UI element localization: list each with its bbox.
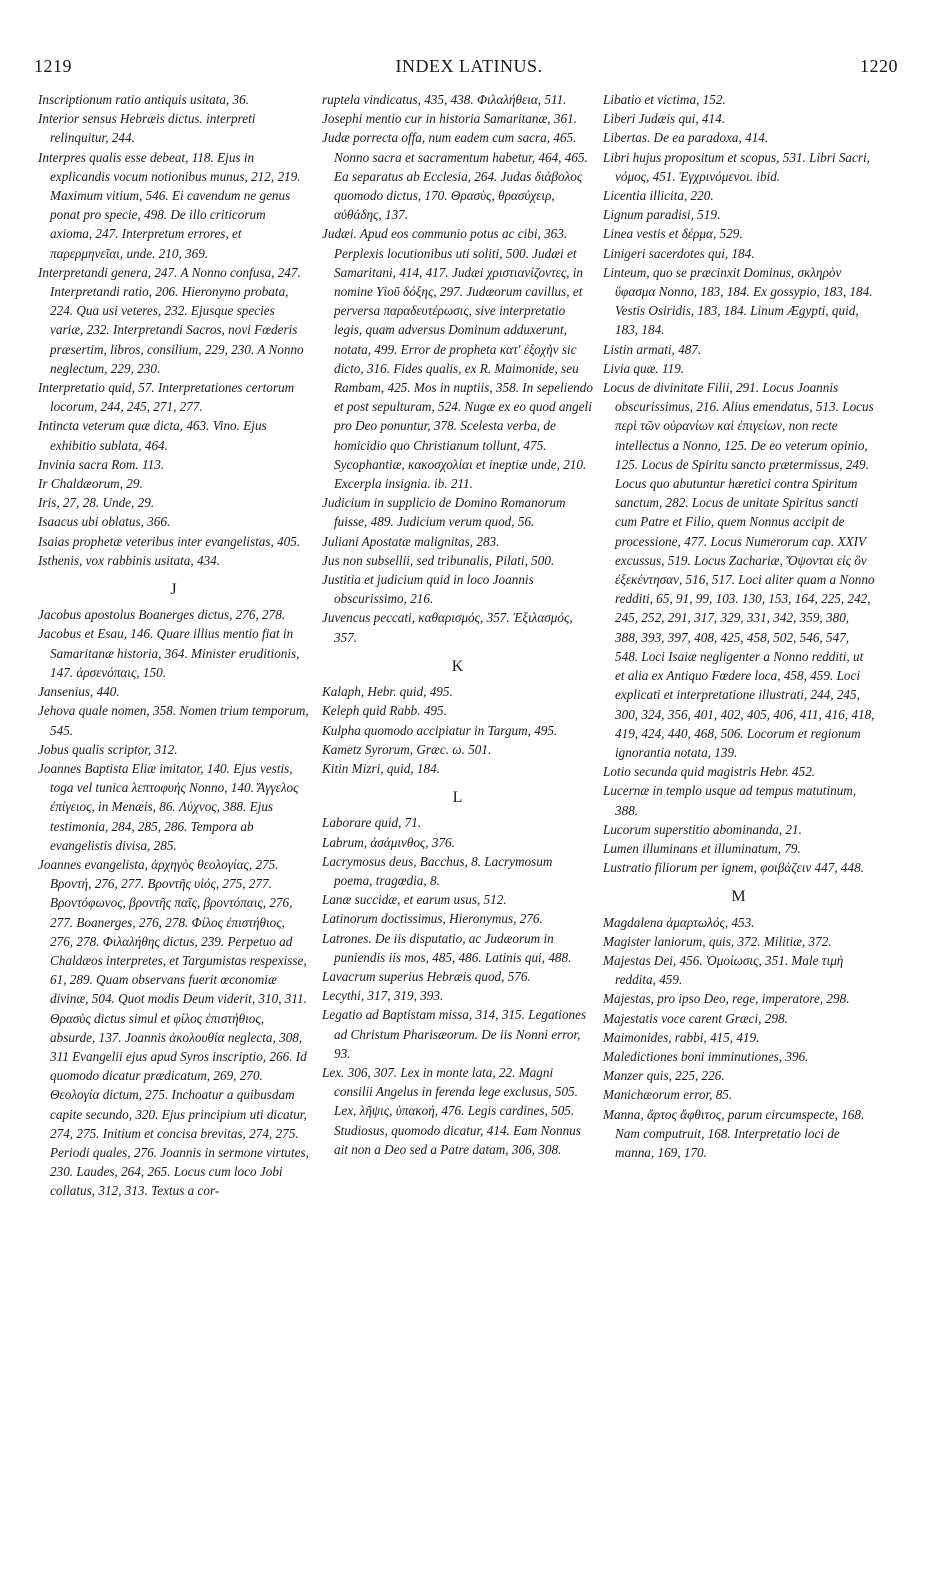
index-entry: Kametz Syrorum, Græc. ω. 501. (322, 741, 492, 757)
index-entry: Libertas. De ea paradoxa, 414. (603, 130, 769, 146)
index-entry: Lacrymosus deus, Bacchus, 8. Lacrymosum poema, tragœdia, 8. (322, 853, 553, 888)
index-entry: Jehova quale nomen, 358. Nomen trium temporum, 545. (38, 703, 309, 738)
index-entry: Majestas Dei, 456. Ὁμοίωσις, 351. Male τιμὴ reddita, 459. (603, 952, 844, 988)
index-entry: Libri hujus propositum et scopus, 531. Libri Sacri, νόμος, 451. Ἐγχρινόμενοι. ibid. (603, 149, 870, 184)
index-entry: Juvencus peccati, καθαρισμός, 357. Ἐξιλασμός, 357. (322, 610, 573, 645)
index-entry: Libatio et victima, 152. (603, 92, 726, 107)
index-entry: Interpretatio quid, 57. Interpretationes certorum locorum, 244, 245, 271, 277. (38, 380, 295, 415)
index-entry: Isthenis, vox rabbinis usitata, 434. (38, 552, 221, 568)
index-entry: Legatio ad Baptistam missa, 314, 315. Legationes ad Christum Pharisæorum. De iis Nonni error, 93. (322, 1007, 587, 1061)
index-entry: Judæ porrecta offa, num eadem cum sacra, 465. Nonno sacra et sacramentum habetur, 464, 465. Ea separatus ab Ecclesia, 264. Judas διάβολος quomodo dictus, 170. Θρασὺς, θρασύχειρ, αὐθάδης, 137. (322, 130, 588, 223)
index-entry: Manzer quis, 225, 226. (603, 1068, 725, 1084)
index-entry: Liberi Judæis qui, 414. (603, 111, 725, 127)
index-entry: Interpres qualis esse debeat, 118. Ejus in explicandis vocum notionibus munus, 212, 219. Maximum vitium, 546. Ei cavendum ne genus ponat pro specie, 498. De illo criticorum axioma, 247. Interpretum errores, et παρερμηνεῖαι, unde. 210, 369. (38, 149, 301, 261)
index-entry: Latinorum doctissimus, Hieronymus, 276. (322, 911, 543, 927)
index-entry: Maimonides, rabbi, 415, 419. (603, 1029, 760, 1045)
index-entry: Lumen illuminans et illuminatum, 79. (603, 840, 801, 856)
index-entry: Isaacus ubi oblatus, 366. (38, 514, 171, 530)
index-entry: Lavacrum superius Hebræis quod, 576. (322, 968, 531, 984)
index-entry: Joannes Baptista Eliæ imitator, 140. Ejus vestis, toga vel tunica λεπτοφυής Nonno, 140. Ἄγγελος ἐπίγειος, in Menæis, 86. Λύχνος, 388. Ejus testimonia, 284, 285, 286. Tempora ab evangelistis divisa, 285. (38, 760, 299, 853)
index-entry: Jacobus et Esau, 146. Quare illius mentio fiat in Samaritanæ historia, 364. Minister eruditionis, 147. ἀρσενόπαις, 150. (38, 626, 300, 680)
page-number-right: 1220 (860, 56, 898, 76)
column-middle (322, 90, 594, 1159)
index-entry: Linigeri sacerdotes qui, 184. (603, 245, 755, 261)
index-entry: Lustratio filiorum per ignem, φοιβάζειν 447, 448. (603, 860, 865, 876)
index-entry: Invinia sacra Rom. 113. (38, 456, 165, 472)
index-entry: Laborare quid, 71. (322, 815, 422, 831)
index-entry: Lanæ succidæ, et earum usus, 512. (322, 892, 507, 908)
index-entry: Juliani Apostatæ malignitas, 283. (322, 533, 500, 549)
index-entry: Majestas, pro ipso Deo, rege, imperatore, 298. (603, 991, 850, 1007)
index-entry: Jacobus apostolus Boanerges dictus, 276, 278. (38, 607, 286, 623)
section-letter: M (731, 888, 747, 906)
index-entry: Manna, ἄρτος ἄφθιτος, parum circumspecte, 168. Nam computruit, 168. Interpretatio loci de manna, 169, 170. (603, 1106, 865, 1160)
index-entry: Kitin Mizri, quid, 184. (322, 760, 440, 776)
index-entry: Isaias prophetæ veteribus inter evangelistas, 405. (38, 533, 301, 549)
index-entry: Majestatis voce carent Græci, 298. (603, 1010, 788, 1026)
index-entry: Judicium in supplicio de Domino Romanorum fuisse, 489. Judicium verum quod, 56. (322, 495, 566, 530)
index-entry: Judæi. Apud eos communio potus ac cibi, 363. Perplexis locutionibus uti soliti, 500. Judæi et Samaritani, 414, 417. Judæi χριστιανίζοντες, in nomine Υἱοῦ δόξης, 297. Judæorum cavillus, et perversa παραδευτέρωσις, sive interpretatio legis, quam adversus Dominum adduxerunt, notata, 499. Error de propheta κατ' ἐξοχὴν sic dicto, 316. Fides qualis, ex R. Maimonide, seu Rambam, 425. Mos in nuptiis, 358. In sepeliendo et post sepulturam, 524. Nugæ ex eo quod angeli pro Deo ponuntur, 378. Scelesta verba, de homicidio quo Christianum tollunt, 475. Sycophantiæ, κακοσχολίαι et ineptiæ unde, 210. Excerpla insignia. ib. 211. (322, 226, 593, 492)
index-entry: Maledictiones boni imminutiones, 396. (603, 1048, 809, 1064)
index-entry: Interior sensus Hebræis dictus. interpreti relinquitur, 244. (38, 111, 256, 146)
index-entry: Lucernæ in templo usque ad tempus matutinum, 388. (603, 783, 857, 818)
index-entry: Jobus qualis scriptor, 312. (38, 741, 178, 757)
section-letter: L (452, 789, 464, 807)
index-entry: Inscriptionum ratio antiquis usitata, 36. (38, 92, 250, 107)
index-entry: Interpretandi genera, 247. A Nonno confusa, 247. Interpretandi ratio, 206. Hieronymo probata, 224. Qua usi veteres, 232. Ejusque species variæ, 232. Interpretandi Sacros, novi Fœderis præsertim, libros, consilium, 229, 230. A Nonno neglectum, 229, 230. (38, 264, 304, 376)
section-letter: J (170, 581, 178, 599)
index-entry: Intincta veterum quæ dicta, 463. Vino. Ejus exhibitio sublata, 464. (38, 418, 267, 453)
index-entry: Keleph quid Rabb. 495. (322, 703, 447, 719)
index-entry: Lignum paradisi, 519. (603, 207, 721, 223)
index-entry: Linea vestis et δέρμα, 529. (603, 226, 743, 242)
index-entry: Lotio secunda quid magistris Hebr. 452. (603, 764, 816, 780)
index-entry: Magdalena ἁμαρτωλός, 453. (603, 914, 755, 930)
index-entry: Latrones. De iis disputatio, ac Judæorum in puniendis iis mos, 485, 486. Latinis qui, 488. (322, 930, 572, 965)
index-entry: ruptela vindicatus, 435, 438. Φιλαλήθεια, 511. (322, 92, 567, 107)
index-entry: Joannes evangelista, ἀρχηγὸς θεολογίας, 275. Βροντή, 276, 277. Βροντῆς υἱός, 275, 277. Βροντόφωνος, βροντῆς παῖς, βροντόπαις, 276, 277. Boanerges, 276, 278. Φίλος ἐπιστήθιος, 276, 278. Φιλαλήθης dictus, 239. Perpetuo ad Chaldæos interpretes, et Targumistas respexisse, 61, 289. Quam observans fuerit œconomiæ divinæ, 504. Quot modis Deum viderit, 310, 311. Θρασὺς dictus simul et φίλος ἐπιστήθιος, absurde, 137. Joannis ἀκολουθία neglecta, 308, 311 Evangelii ejus apud Syros inscriptio, 266. Id quomodo dicatur prædicatum, 269, 270. Θεολογία dictum, 275. Inchoatur a quibusdam capite secundo, 320. Ejus principium uti dicatur, 274, 275. Initium et concisa brevitas, 274, 275. Periodi quales, 276. Joannis in sermone virtutes, 230. Laudes, 264, 265. Locus cum loco Jobi collatus, 312, 313. Textus a cor- (38, 856, 309, 1199)
index-entry: Jus non subsellii, sed tribunalis, Pilati, 500. (322, 552, 555, 568)
index-entry: Kalaph, Hebr. quid, 495. (322, 684, 453, 700)
index-entry: Livia quæ. 119. (603, 360, 685, 376)
section-letter: K (451, 657, 465, 675)
index-entry: Jansenius, 440. (38, 684, 120, 700)
index-entry: Manichæorum error, 85. (603, 1087, 733, 1103)
index-entry: Lecythi, 317, 319, 393. (322, 988, 444, 1004)
index-entry: Ir Chaldæorum, 29. (38, 476, 143, 492)
index-entry: Iris, 27, 28. Unde, 29. (38, 495, 155, 511)
column-right (603, 90, 875, 1162)
index-entry: Linteum, quo se præcinxit Dominus, σκληρὸν ὕφασμα Nonno, 183, 184. Ex gossypio, 183, 184. Vestis Osiridis, 183, 184. Linum Ægypti, quid, 183, 184. (603, 264, 873, 338)
index-entry: Lex. 306, 307. Lex in monte lata, 22. Magni consilii Angelus in ferenda lege exclusus, 505. Lex, λῆψις, ὑπακοή, 476. Legis cardines, 505. Studiosus, quomodo dicatur, 414. Eam Nonnus ait non a Deo sed a Patre datam, 306, 308. (322, 1064, 581, 1157)
index-entry: Licentia illicita, 220. (603, 188, 714, 204)
column-left (38, 90, 310, 1201)
index-entry: Josephi mentio cur in historia Samaritanæ, 361. (322, 111, 577, 127)
page-title: INDEX LATINUS. (395, 56, 543, 76)
index-entry: Kulpha quomodo accipiatur in Targum, 495. (322, 722, 558, 738)
index-entry: Locus de divinitate Filii, 291. Locus Joannis obscurissimus, 216. Alius emendatus, 513. Locus περὶ τῶν οὐρανίων καὶ ἐπιγείων, non recte intellectus a Nonno, 125. De eo veterum opinio, 125. Locus de Spiritu sancto prætermissus, 249. Locus quo abutuntur hæretici contra Spiritum sanctum, 282. Locus de unitate Spiritus sancti cum Patre et Filio, quem Nonnus accipit de processione, 477. Locus Numerorum cap. XXIV excussus, 519. Locus Zachariæ, Ὄψονται εἰς ὃν ἐξεκέντησαν, 516, 517. Loci aliter quam a Nonno redditi, 65, 91, 99, 103. 130, 153, 164, 225, 242, 245, 252, 291, 317, 329, 331, 342, 359, 380, 388, 393, 397, 408, 425, 458, 502, 546, 547, 548. Loci Isaiæ negligenter a Nonno redditi, ut et alia ex Antiquo Fœdere loca, 458, 459. Loci explicati et interpretatione illustrati, 244, 245, 300, 324, 356, 401, 402, 405, 406, 411, 416, 418, 419, 424, 440, 468, 506. Locorum et regionum ignorantia notata, 139. (603, 380, 875, 760)
index-entry: Labrum, ἀσάμινθος, 376. (322, 834, 455, 850)
page-number-left: 1219 (34, 56, 72, 76)
index-entry: Lucorum superstitio abominanda, 21. (603, 821, 802, 837)
index-entry: Justitia et judicium quid in loco Joannis obscurissimo, 216. (322, 572, 534, 607)
index-entry: Listin armati, 487. (603, 341, 702, 357)
index-entry: Magister laniorum, quis, 372. Militiæ, 372. (603, 933, 832, 949)
